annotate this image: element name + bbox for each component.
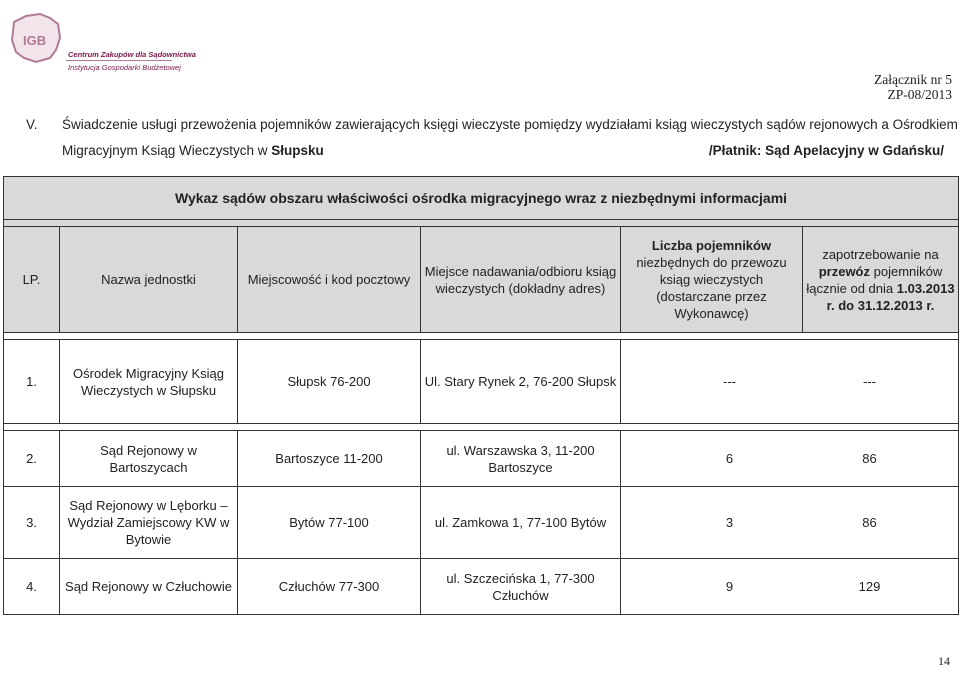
logo-abbrev: IGB xyxy=(23,33,47,48)
cell-lp: 4. xyxy=(4,559,60,615)
header-need-d: 1.03.2013 r. do 31.12.2013 r. xyxy=(826,280,955,313)
table-row xyxy=(4,340,959,424)
header-city: Miejscowość i kod pocztowy xyxy=(238,227,421,333)
courts-table xyxy=(3,176,959,615)
table-header-row xyxy=(4,227,959,333)
spacer-row xyxy=(4,333,959,340)
cell-need: 129 xyxy=(858,579,881,594)
header-lp: LP. xyxy=(4,227,60,333)
cell-count: --- xyxy=(723,374,736,389)
spacer-cell xyxy=(4,333,959,340)
cell-count-need xyxy=(621,487,959,559)
cell-need: 86 xyxy=(862,451,877,466)
cell-place: ul. Zamkowa 1, 77-100 Bytów xyxy=(421,487,621,559)
header-place: Miejsce nadawania/odbioru ksiąg wieczystych (dokładny adres) xyxy=(421,227,621,333)
annex-reference: ZP-08/2013 xyxy=(887,87,952,102)
spacer-cell xyxy=(4,220,959,227)
poland-map-icon xyxy=(6,8,66,68)
spacer-row xyxy=(4,220,959,227)
spacer-row xyxy=(4,424,959,431)
cell-unit: Ośrodek Migracyjny Ksiąg Wieczystych w Słupsku xyxy=(60,340,238,424)
cell-need: 86 xyxy=(862,515,877,530)
annex-number: Załącznik nr 5 xyxy=(874,72,952,87)
cell-city: Bytów 77-100 xyxy=(238,487,421,559)
cell-place: ul. Warszawska 3, 11-200 Bartoszyce xyxy=(421,431,621,487)
logo-line2: Instytucja Gospodarki Budżetowej xyxy=(68,63,181,72)
section-number: V. xyxy=(26,117,38,132)
header-need-c: pojemników łącznie od dnia xyxy=(806,263,943,296)
heading-line2-bold: Słupsku xyxy=(271,143,324,158)
cell-count-need xyxy=(621,340,959,424)
cell-lp: 2. xyxy=(4,431,60,487)
table-title: Wykaz sądów obszaru właściwości ośrodka migracyjnego wraz z niezbędnymi informacjami xyxy=(4,177,959,220)
heading-line2-plain: Migracyjnym Ksiąg Wieczystych w xyxy=(62,143,272,158)
page-number: 14 xyxy=(938,654,950,668)
cell-place: ul. Szczecińska 1, 77-300 Człuchów xyxy=(421,559,621,615)
cell-unit: Sąd Rejonowy w Bartoszycach xyxy=(60,431,238,487)
header-count xyxy=(621,227,803,333)
table-title-row xyxy=(4,177,959,220)
cell-count-need xyxy=(621,559,959,615)
table-row xyxy=(4,431,959,487)
cell-count: 3 xyxy=(725,515,734,530)
cell-need: --- xyxy=(863,374,876,389)
spacer-cell xyxy=(4,424,959,431)
header-count-bold: Liczba pojemników xyxy=(651,238,772,253)
table-row xyxy=(4,487,959,559)
cell-lp: 1. xyxy=(4,340,60,424)
annex-info xyxy=(874,72,952,102)
payer-info: /Płatnik: Sąd Apelacyjny w Gdańsku/ xyxy=(708,143,944,158)
cell-count-need xyxy=(621,431,959,487)
logo-line1: Centrum Zakupów dla Sądownictwa xyxy=(68,50,196,59)
cell-unit: Sąd Rejonowy w Człuchowie xyxy=(60,559,238,615)
table-row xyxy=(4,559,959,615)
header-need-a: zapotrzebowanie na xyxy=(822,246,939,262)
cell-unit: Sąd Rejonowy w Lęborku – Wydział Zamiejscowy KW w Bytowie xyxy=(60,487,238,559)
header-need-b: przewóz xyxy=(818,263,871,279)
heading-line1: Świadczenie usługi przewożenia pojemników zawierających księgi wieczyste pomiędzy wydziałami ksiąg wieczystych sądów rejonowych a Ośrodkiem xyxy=(62,117,958,132)
logo xyxy=(6,8,196,72)
header-count-rest: niezbędnych do przewozu ksiąg wieczystych (dostarczane przez Wykonawcę) xyxy=(636,255,787,321)
heading-line2 xyxy=(62,143,324,159)
cell-place: Ul. Stary Rynek 2, 76-200 Słupsk xyxy=(421,340,621,424)
cell-city: Słupsk 76-200 xyxy=(238,340,421,424)
header-unit: Nazwa jednostki xyxy=(60,227,238,333)
cell-count: 9 xyxy=(725,579,734,594)
cell-lp: 3. xyxy=(4,487,60,559)
header-need xyxy=(803,227,959,333)
cell-count: 6 xyxy=(725,451,734,466)
cell-city: Bartoszyce 11-200 xyxy=(238,431,421,487)
logo-divider xyxy=(66,60,172,61)
cell-city: Człuchów 77-300 xyxy=(238,559,421,615)
